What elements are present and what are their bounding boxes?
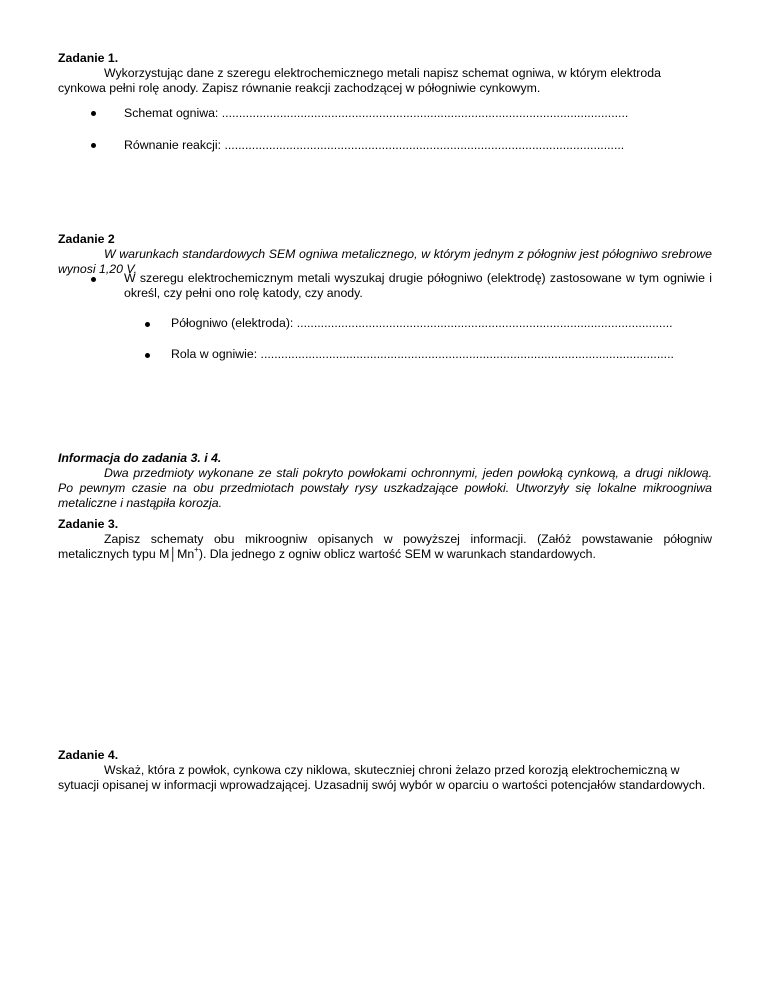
task-3-title: Zadanie 3. <box>58 517 119 531</box>
superscript-plus: + <box>194 545 199 554</box>
bullet-icon <box>91 111 96 116</box>
task-1-title: Zadanie 1. <box>58 51 119 65</box>
task-2-instruction: W szeregu elektrochemicznym metali wyszukaj drugie półogniwo (elektrodę) zastosowane w tym ogniwie i określ, czy pełni ono rolę katody, czy anody. <box>124 271 712 300</box>
task-4-text: Wskaż, która z powłok, cynkowa czy niklowa, skuteczniej chroni żelazo przed korozją elektrochemiczną w sytuacji opisanej w informacji wprowadzającej. Uzasadnij swój wybór w oparciu o wartości potencjałów standardowych. <box>58 763 706 792</box>
task-1-scheme-line: Schemat ogniwa: ....................................................................................................................... <box>124 106 629 120</box>
task-3-text: Zapisz schematy obu mikroogniw opisanych w powyższej informacji. (Załóż powstawanie półogniw metalicznych typu M│Mn+). Dla jednego z ogniw oblicz wartość SEM w warunkach standardowych. <box>58 532 712 561</box>
task-3 <box>58 517 712 562</box>
bullet-icon <box>145 322 150 327</box>
info-text: Dwa przedmioty wykonane ze stali pokryto powłokami ochronnymi, jeden powłoką cynkową, a drugi niklową. Po pewnym czasie na obu przedmiotach powstały rysy uszkadzające powłoki. Utworzyły się lokalne mikroogniwa metaliczne i nastąpiła korozja. <box>58 466 712 510</box>
bullet-icon <box>91 277 96 282</box>
task-1-equation-line: Równanie reakcji: ..................................................................................................................... <box>124 138 625 152</box>
task-2-electrode-line: Półogniwo (elektroda): .............................................................................................................. <box>171 316 673 330</box>
task-4-title: Zadanie 4. <box>58 748 119 762</box>
info-block <box>58 451 712 511</box>
info-title: Informacja do zadania 3. i 4. <box>58 451 222 465</box>
task-2-title: Zadanie 2 <box>58 232 115 246</box>
bullet-icon <box>145 353 150 358</box>
task-2-role-line: Rola w ogniwie: ......................................................................................................................... <box>171 347 674 361</box>
task-4 <box>58 748 712 793</box>
task-2-text: W warunkach standardowych SEM ogniwa metalicznego, w którym jednym z półogniw jest półogniwo srebrowe wynosi 1,20 V. <box>58 247 712 276</box>
task-1 <box>58 51 712 96</box>
bullet-icon <box>91 143 96 148</box>
task-1-text: Wykorzystując dane z szeregu elektrochemicznego metali napisz schemat ogniwa, w którym elektroda cynkowa pełni rolę anody. Zapisz równanie reakcji zachodzącej w półogniwie cynkowym. <box>58 66 661 95</box>
